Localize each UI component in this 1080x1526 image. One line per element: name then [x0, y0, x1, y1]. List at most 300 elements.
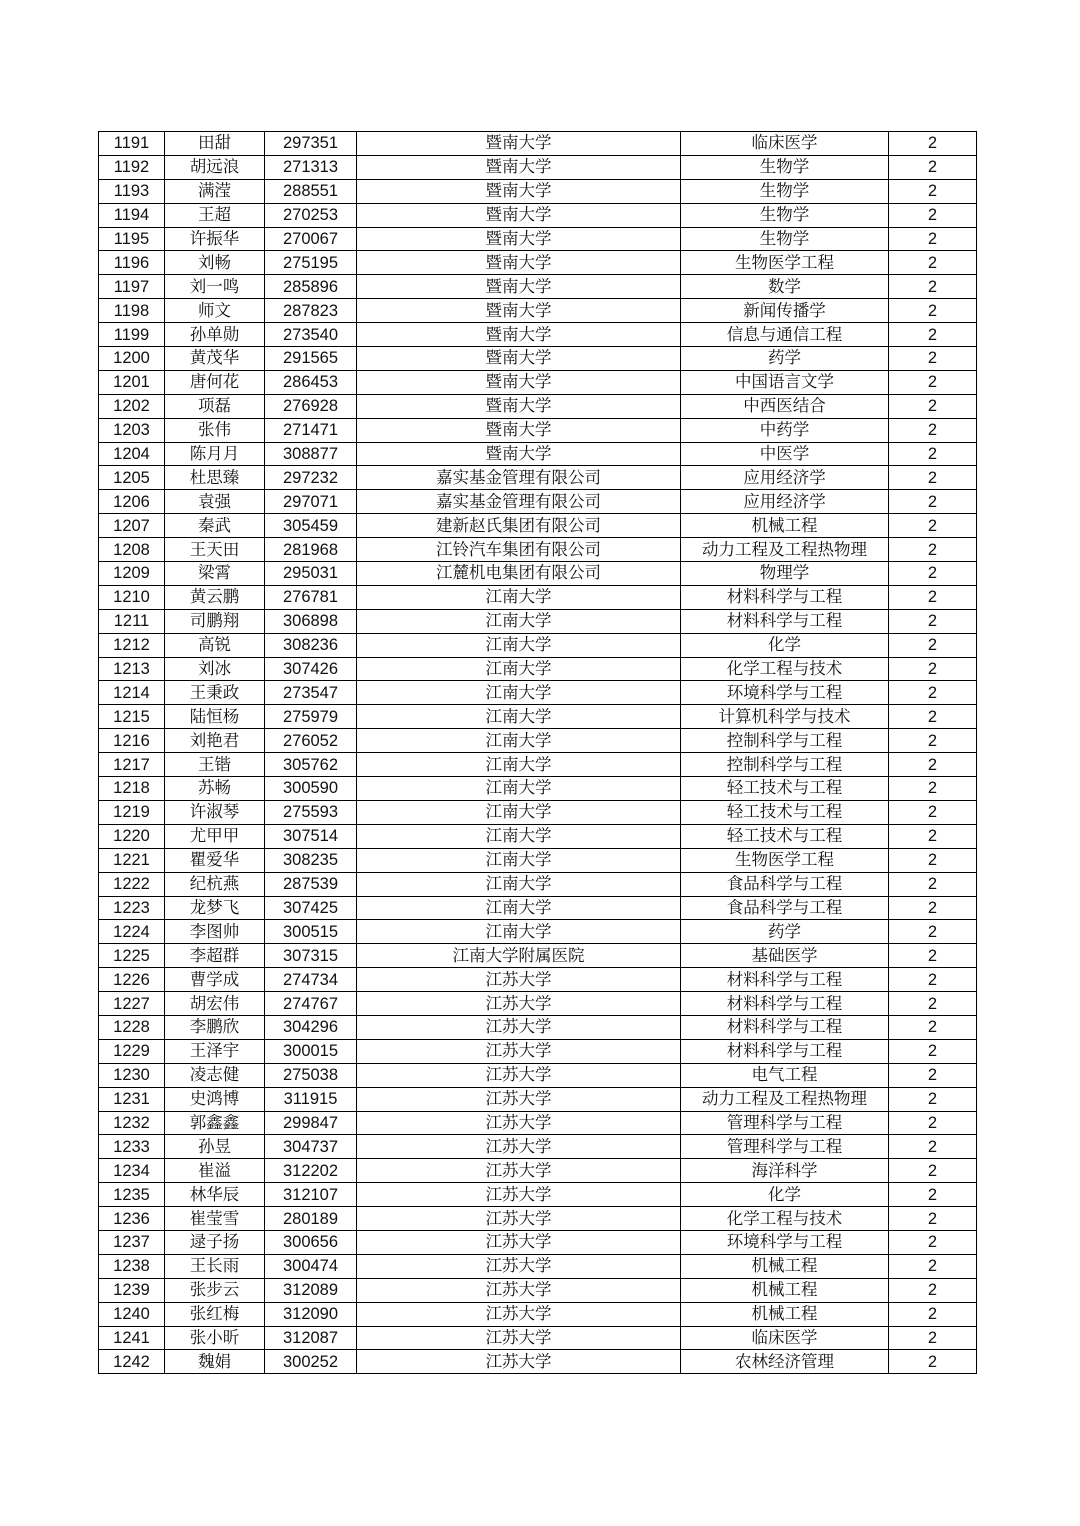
major-cell: 机械工程 [681, 1254, 889, 1278]
id-number-cell: 305762 [265, 753, 357, 777]
table-row [99, 1087, 977, 1111]
id-number-cell: 275593 [265, 800, 357, 824]
row-number-cell: 1208 [99, 538, 165, 562]
row-number-cell: 1194 [99, 203, 165, 227]
organization-cell: 江麓机电集团有限公司 [357, 562, 681, 586]
major-cell: 材料科学与工程 [681, 609, 889, 633]
person-name-cell: 刘艳君 [165, 729, 265, 753]
row-number-cell: 1210 [99, 585, 165, 609]
person-name-cell: 王锴 [165, 753, 265, 777]
table-row [99, 179, 977, 203]
count-cell: 2 [889, 1183, 977, 1207]
organization-cell: 暨南大学 [357, 155, 681, 179]
organization-cell: 暨南大学 [357, 347, 681, 371]
table-row [99, 729, 977, 753]
person-name-cell: 张红梅 [165, 1302, 265, 1326]
organization-cell: 江南大学 [357, 824, 681, 848]
major-cell: 化学 [681, 1183, 889, 1207]
table-row [99, 944, 977, 968]
row-number-cell: 1233 [99, 1135, 165, 1159]
id-number-cell: 276052 [265, 729, 357, 753]
organization-cell: 江苏大学 [357, 1039, 681, 1063]
major-cell: 临床医学 [681, 132, 889, 156]
person-name-cell: 孙单勋 [165, 323, 265, 347]
organization-cell: 暨南大学 [357, 227, 681, 251]
id-number-cell: 311915 [265, 1087, 357, 1111]
table-row [99, 251, 977, 275]
id-number-cell: 312090 [265, 1302, 357, 1326]
person-name-cell: 陆恒杨 [165, 705, 265, 729]
id-number-cell: 307426 [265, 657, 357, 681]
count-cell: 2 [889, 132, 977, 156]
table-row [99, 681, 977, 705]
row-number-cell: 1237 [99, 1230, 165, 1254]
person-name-cell: 尤甲甲 [165, 824, 265, 848]
count-cell: 2 [889, 992, 977, 1016]
major-cell: 应用经济学 [681, 490, 889, 514]
count-cell: 2 [889, 179, 977, 203]
table-row [99, 347, 977, 371]
id-number-cell: 297232 [265, 466, 357, 490]
person-name-cell: 龙梦飞 [165, 896, 265, 920]
id-number-cell: 306898 [265, 609, 357, 633]
id-number-cell: 285896 [265, 275, 357, 299]
table-body [99, 132, 977, 1374]
organization-cell: 江铃汽车集团有限公司 [357, 538, 681, 562]
table-row [99, 1207, 977, 1231]
person-name-cell: 史鸿博 [165, 1087, 265, 1111]
table-row [99, 777, 977, 801]
major-cell: 电气工程 [681, 1063, 889, 1087]
id-number-cell: 270067 [265, 227, 357, 251]
count-cell: 2 [889, 203, 977, 227]
id-number-cell: 300474 [265, 1254, 357, 1278]
person-name-cell: 凌志健 [165, 1063, 265, 1087]
person-name-cell: 魏娟 [165, 1350, 265, 1374]
major-cell: 材料科学与工程 [681, 1039, 889, 1063]
table-row [99, 1326, 977, 1350]
person-name-cell: 刘一鸣 [165, 275, 265, 299]
person-name-cell: 王泽宇 [165, 1039, 265, 1063]
major-cell: 化学工程与技术 [681, 657, 889, 681]
count-cell: 2 [889, 1015, 977, 1039]
count-cell: 2 [889, 872, 977, 896]
organization-cell: 暨南大学 [357, 323, 681, 347]
count-cell: 2 [889, 227, 977, 251]
table-row [99, 466, 977, 490]
organization-cell: 江苏大学 [357, 1087, 681, 1111]
count-cell: 2 [889, 944, 977, 968]
major-cell: 食品科学与工程 [681, 872, 889, 896]
id-number-cell: 300252 [265, 1350, 357, 1374]
person-name-cell: 杜思臻 [165, 466, 265, 490]
major-cell: 机械工程 [681, 514, 889, 538]
count-cell: 2 [889, 251, 977, 275]
person-name-cell: 黄云鹏 [165, 585, 265, 609]
row-number-cell: 1203 [99, 418, 165, 442]
count-cell: 2 [889, 753, 977, 777]
row-number-cell: 1191 [99, 132, 165, 156]
count-cell: 2 [889, 347, 977, 371]
major-cell: 环境科学与工程 [681, 681, 889, 705]
organization-cell: 暨南大学 [357, 275, 681, 299]
table-row [99, 227, 977, 251]
count-cell: 2 [889, 1326, 977, 1350]
organization-cell: 暨南大学 [357, 418, 681, 442]
major-cell: 药学 [681, 920, 889, 944]
count-cell: 2 [889, 1278, 977, 1302]
row-number-cell: 1242 [99, 1350, 165, 1374]
organization-cell: 江南大学 [357, 609, 681, 633]
organization-cell: 江苏大学 [357, 1254, 681, 1278]
organization-cell: 江南大学 [357, 633, 681, 657]
table-row [99, 442, 977, 466]
major-cell: 控制科学与工程 [681, 753, 889, 777]
row-number-cell: 1204 [99, 442, 165, 466]
person-name-cell: 许淑琴 [165, 800, 265, 824]
major-cell: 动力工程及工程热物理 [681, 1087, 889, 1111]
person-name-cell: 李图帅 [165, 920, 265, 944]
count-cell: 2 [889, 729, 977, 753]
organization-cell: 嘉实基金管理有限公司 [357, 466, 681, 490]
organization-cell: 江南大学 [357, 705, 681, 729]
row-number-cell: 1222 [99, 872, 165, 896]
person-name-cell: 黄茂华 [165, 347, 265, 371]
table-row [99, 633, 977, 657]
organization-cell: 江南大学 [357, 753, 681, 777]
id-number-cell: 308236 [265, 633, 357, 657]
person-name-cell: 李鹏欣 [165, 1015, 265, 1039]
row-number-cell: 1239 [99, 1278, 165, 1302]
table-row [99, 1183, 977, 1207]
table-row [99, 275, 977, 299]
major-cell: 海洋科学 [681, 1159, 889, 1183]
id-number-cell: 287823 [265, 299, 357, 323]
count-cell: 2 [889, 323, 977, 347]
organization-cell: 暨南大学 [357, 442, 681, 466]
id-number-cell: 280189 [265, 1207, 357, 1231]
count-cell: 2 [889, 1207, 977, 1231]
count-cell: 2 [889, 466, 977, 490]
organization-cell: 暨南大学 [357, 132, 681, 156]
major-cell: 临床医学 [681, 1326, 889, 1350]
person-name-cell: 崔莹雪 [165, 1207, 265, 1231]
row-number-cell: 1238 [99, 1254, 165, 1278]
row-number-cell: 1229 [99, 1039, 165, 1063]
id-number-cell: 275979 [265, 705, 357, 729]
count-cell: 2 [889, 633, 977, 657]
major-cell: 中医学 [681, 442, 889, 466]
table-row [99, 1015, 977, 1039]
id-number-cell: 300515 [265, 920, 357, 944]
person-name-cell: 刘畅 [165, 251, 265, 275]
person-name-cell: 刘冰 [165, 657, 265, 681]
row-number-cell: 1196 [99, 251, 165, 275]
count-cell: 2 [889, 155, 977, 179]
row-number-cell: 1199 [99, 323, 165, 347]
organization-cell: 暨南大学 [357, 299, 681, 323]
organization-cell: 江苏大学 [357, 968, 681, 992]
person-name-cell: 苏畅 [165, 777, 265, 801]
id-number-cell: 295031 [265, 562, 357, 586]
count-cell: 2 [889, 490, 977, 514]
organization-cell: 江南大学 [357, 800, 681, 824]
row-number-cell: 1200 [99, 347, 165, 371]
table-row [99, 1278, 977, 1302]
row-number-cell: 1201 [99, 370, 165, 394]
person-name-cell: 郭鑫鑫 [165, 1111, 265, 1135]
person-name-cell: 胡远浪 [165, 155, 265, 179]
person-name-cell: 胡宏伟 [165, 992, 265, 1016]
organization-cell: 江苏大学 [357, 1015, 681, 1039]
row-number-cell: 1227 [99, 992, 165, 1016]
major-cell: 管理科学与工程 [681, 1135, 889, 1159]
count-cell: 2 [889, 299, 977, 323]
count-cell: 2 [889, 848, 977, 872]
count-cell: 2 [889, 1111, 977, 1135]
id-number-cell: 307315 [265, 944, 357, 968]
count-cell: 2 [889, 705, 977, 729]
organization-cell: 江南大学 [357, 920, 681, 944]
person-name-cell: 梁霄 [165, 562, 265, 586]
row-number-cell: 1221 [99, 848, 165, 872]
organization-cell: 江苏大学 [357, 1135, 681, 1159]
major-cell: 机械工程 [681, 1302, 889, 1326]
count-cell: 2 [889, 1039, 977, 1063]
count-cell: 2 [889, 1302, 977, 1326]
count-cell: 2 [889, 1135, 977, 1159]
row-number-cell: 1240 [99, 1302, 165, 1326]
count-cell: 2 [889, 585, 977, 609]
id-number-cell: 286453 [265, 370, 357, 394]
count-cell: 2 [889, 681, 977, 705]
person-name-cell: 林华辰 [165, 1183, 265, 1207]
major-cell: 基础医学 [681, 944, 889, 968]
row-number-cell: 1209 [99, 562, 165, 586]
row-number-cell: 1217 [99, 753, 165, 777]
table-row [99, 920, 977, 944]
id-number-cell: 300015 [265, 1039, 357, 1063]
table-row [99, 1350, 977, 1374]
id-number-cell: 271313 [265, 155, 357, 179]
row-number-cell: 1193 [99, 179, 165, 203]
major-cell: 新闻传播学 [681, 299, 889, 323]
major-cell: 化学 [681, 633, 889, 657]
id-number-cell: 273547 [265, 681, 357, 705]
row-number-cell: 1224 [99, 920, 165, 944]
person-name-cell: 孙昱 [165, 1135, 265, 1159]
row-number-cell: 1213 [99, 657, 165, 681]
row-number-cell: 1223 [99, 896, 165, 920]
person-name-cell: 满滢 [165, 179, 265, 203]
id-number-cell: 312089 [265, 1278, 357, 1302]
count-cell: 2 [889, 562, 977, 586]
count-cell: 2 [889, 1350, 977, 1374]
person-name-cell: 王超 [165, 203, 265, 227]
organization-cell: 江苏大学 [357, 1063, 681, 1087]
id-number-cell: 275195 [265, 251, 357, 275]
row-number-cell: 1225 [99, 944, 165, 968]
person-name-cell: 唐何花 [165, 370, 265, 394]
count-cell: 2 [889, 777, 977, 801]
row-number-cell: 1206 [99, 490, 165, 514]
row-number-cell: 1228 [99, 1015, 165, 1039]
organization-cell: 江苏大学 [357, 1302, 681, 1326]
id-number-cell: 299847 [265, 1111, 357, 1135]
major-cell: 生物学 [681, 179, 889, 203]
major-cell: 控制科学与工程 [681, 729, 889, 753]
data-table [98, 131, 977, 1374]
organization-cell: 江南大学 [357, 848, 681, 872]
organization-cell: 江苏大学 [357, 1159, 681, 1183]
person-name-cell: 陈月月 [165, 442, 265, 466]
count-cell: 2 [889, 370, 977, 394]
id-number-cell: 300656 [265, 1230, 357, 1254]
id-number-cell: 275038 [265, 1063, 357, 1087]
organization-cell: 暨南大学 [357, 370, 681, 394]
count-cell: 2 [889, 418, 977, 442]
table-row [99, 705, 977, 729]
person-name-cell: 田甜 [165, 132, 265, 156]
id-number-cell: 288551 [265, 179, 357, 203]
table-row [99, 848, 977, 872]
organization-cell: 江南大学 [357, 729, 681, 753]
organization-cell: 江南大学 [357, 681, 681, 705]
row-number-cell: 1241 [99, 1326, 165, 1350]
count-cell: 2 [889, 657, 977, 681]
count-cell: 2 [889, 920, 977, 944]
table-row [99, 609, 977, 633]
major-cell: 化学工程与技术 [681, 1207, 889, 1231]
organization-cell: 江南大学 [357, 777, 681, 801]
table-row [99, 323, 977, 347]
organization-cell: 江苏大学 [357, 1326, 681, 1350]
count-cell: 2 [889, 442, 977, 466]
row-number-cell: 1218 [99, 777, 165, 801]
id-number-cell: 308877 [265, 442, 357, 466]
major-cell: 农林经济管理 [681, 1350, 889, 1374]
id-number-cell: 281968 [265, 538, 357, 562]
table-row [99, 562, 977, 586]
id-number-cell: 307514 [265, 824, 357, 848]
person-name-cell: 李超群 [165, 944, 265, 968]
row-number-cell: 1230 [99, 1063, 165, 1087]
count-cell: 2 [889, 514, 977, 538]
major-cell: 生物医学工程 [681, 251, 889, 275]
organization-cell: 暨南大学 [357, 179, 681, 203]
person-name-cell: 逯子扬 [165, 1230, 265, 1254]
person-name-cell: 崔溢 [165, 1159, 265, 1183]
major-cell: 管理科学与工程 [681, 1111, 889, 1135]
organization-cell: 江苏大学 [357, 1111, 681, 1135]
major-cell: 药学 [681, 347, 889, 371]
table-row [99, 203, 977, 227]
id-number-cell: 308235 [265, 848, 357, 872]
count-cell: 2 [889, 538, 977, 562]
major-cell: 生物医学工程 [681, 848, 889, 872]
row-number-cell: 1205 [99, 466, 165, 490]
table-row [99, 657, 977, 681]
major-cell: 动力工程及工程热物理 [681, 538, 889, 562]
major-cell: 轻工技术与工程 [681, 824, 889, 848]
organization-cell: 江苏大学 [357, 1278, 681, 1302]
row-number-cell: 1232 [99, 1111, 165, 1135]
id-number-cell: 300590 [265, 777, 357, 801]
row-number-cell: 1215 [99, 705, 165, 729]
table-row [99, 155, 977, 179]
person-name-cell: 王秉政 [165, 681, 265, 705]
person-name-cell: 王长雨 [165, 1254, 265, 1278]
person-name-cell: 曹学成 [165, 968, 265, 992]
table-row [99, 370, 977, 394]
table-row [99, 1111, 977, 1135]
organization-cell: 江南大学 [357, 657, 681, 681]
row-number-cell: 1212 [99, 633, 165, 657]
organization-cell: 建新赵氏集团有限公司 [357, 514, 681, 538]
table-row [99, 299, 977, 323]
major-cell: 数学 [681, 275, 889, 299]
id-number-cell: 270253 [265, 203, 357, 227]
row-number-cell: 1195 [99, 227, 165, 251]
major-cell: 中西医结合 [681, 394, 889, 418]
major-cell: 中国语言文学 [681, 370, 889, 394]
major-cell: 材料科学与工程 [681, 1015, 889, 1039]
major-cell: 应用经济学 [681, 466, 889, 490]
organization-cell: 江南大学 [357, 872, 681, 896]
person-name-cell: 师文 [165, 299, 265, 323]
person-name-cell: 许振华 [165, 227, 265, 251]
table-row [99, 1159, 977, 1183]
table-row [99, 800, 977, 824]
row-number-cell: 1214 [99, 681, 165, 705]
row-number-cell: 1198 [99, 299, 165, 323]
major-cell: 生物学 [681, 227, 889, 251]
table-row [99, 968, 977, 992]
organization-cell: 江苏大学 [357, 992, 681, 1016]
major-cell: 轻工技术与工程 [681, 777, 889, 801]
table-row [99, 132, 977, 156]
count-cell: 2 [889, 896, 977, 920]
row-number-cell: 1226 [99, 968, 165, 992]
major-cell: 食品科学与工程 [681, 896, 889, 920]
id-number-cell: 276928 [265, 394, 357, 418]
organization-cell: 暨南大学 [357, 251, 681, 275]
table-row [99, 1135, 977, 1159]
table-row [99, 1254, 977, 1278]
organization-cell: 暨南大学 [357, 394, 681, 418]
id-number-cell: 312107 [265, 1183, 357, 1207]
row-number-cell: 1236 [99, 1207, 165, 1231]
table-row [99, 1302, 977, 1326]
id-number-cell: 287539 [265, 872, 357, 896]
table-row [99, 1039, 977, 1063]
id-number-cell: 312087 [265, 1326, 357, 1350]
table-row [99, 1063, 977, 1087]
id-number-cell: 274734 [265, 968, 357, 992]
major-cell: 生物学 [681, 155, 889, 179]
major-cell: 机械工程 [681, 1278, 889, 1302]
row-number-cell: 1192 [99, 155, 165, 179]
major-cell: 材料科学与工程 [681, 968, 889, 992]
person-name-cell: 高锐 [165, 633, 265, 657]
organization-cell: 江苏大学 [357, 1230, 681, 1254]
person-name-cell: 司鹏翔 [165, 609, 265, 633]
count-cell: 2 [889, 275, 977, 299]
person-name-cell: 瞿爱华 [165, 848, 265, 872]
table-row [99, 896, 977, 920]
major-cell: 计算机科学与技术 [681, 705, 889, 729]
row-number-cell: 1197 [99, 275, 165, 299]
